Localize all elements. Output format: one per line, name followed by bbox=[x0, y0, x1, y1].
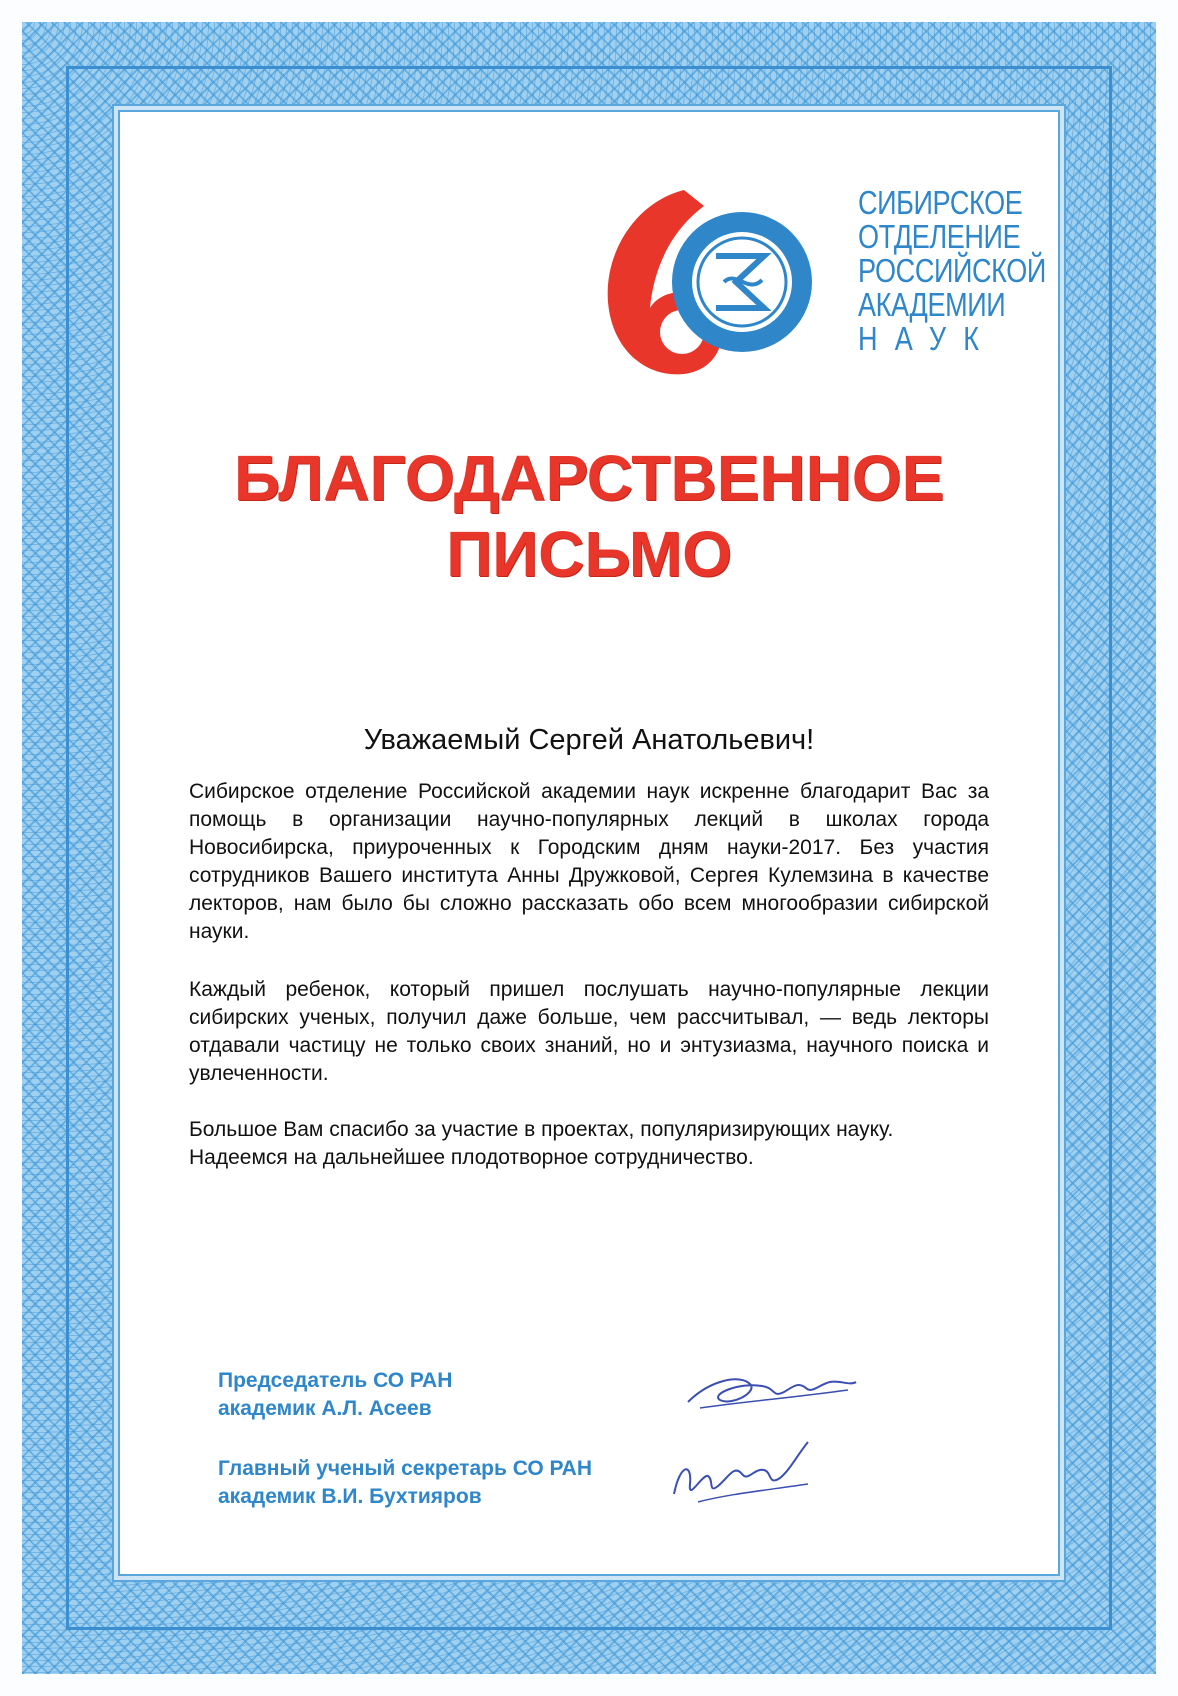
signatory-position: Председатель СО РАН bbox=[218, 1369, 453, 1392]
sb-ras-60-logo-icon bbox=[596, 182, 816, 382]
logo-org-name bbox=[858, 184, 1046, 357]
handwritten-signature-icon bbox=[668, 1424, 818, 1512]
paragraph-3: Большое Вам спасибо за участие в проектах, популяризирующих науку. Надеемся на дальнейшее плодотворное сотрудничество. bbox=[189, 1118, 894, 1169]
logo-line: НАУК bbox=[858, 320, 997, 357]
logo-line: СИБИРСКОЕ bbox=[858, 184, 1023, 221]
paragraph-2: Каждый ребенок, который пришел послушать научно-популярные лекции сибирских ученых, получил даже больше, чем рассчитывал, — ведь лекторы отдавали частицу не только своих знаний, но и энтузиазма, научного поиска и увлеченности. bbox=[189, 978, 989, 1085]
logo-line: ОТДЕЛЕНИЕ bbox=[858, 218, 1021, 255]
handwritten-signature-icon bbox=[680, 1362, 860, 1422]
title-line-2: ПИСЬМО bbox=[446, 518, 732, 590]
paragraph-1: Сибирское отделение Российской академии наук искренне благодарит Вас за помощь в организации научно-популярных лекций в школах города Новосибирска, приуроченных к Городским дням науки-2017. Без участия сотрудников Вашего института Анны Дружковой, Сергея Кулемзина в качестве лекторов, нам было бы сложно рассказать обо всем многообразии сибирской науки. bbox=[189, 780, 989, 943]
signatory-name: академик В.И. Бухтияров bbox=[218, 1485, 482, 1508]
signatory-secretary bbox=[218, 1455, 592, 1511]
logo-line: АКАДЕМИИ bbox=[858, 286, 1006, 323]
title-line-1: БЛАГОДАРСТВЕННОЕ bbox=[233, 442, 945, 514]
letter-title bbox=[120, 440, 1058, 592]
signatory-position: Главный ученый секретарь СО РАН bbox=[218, 1457, 593, 1480]
signatory-name: академик А.Л. Асеев bbox=[218, 1397, 432, 1420]
logo-line: РОССИЙСКОЙ bbox=[858, 252, 1046, 289]
salutation: Уважаемый Сергей Анатольевич! bbox=[363, 724, 815, 756]
signatory-chairman bbox=[218, 1367, 452, 1423]
